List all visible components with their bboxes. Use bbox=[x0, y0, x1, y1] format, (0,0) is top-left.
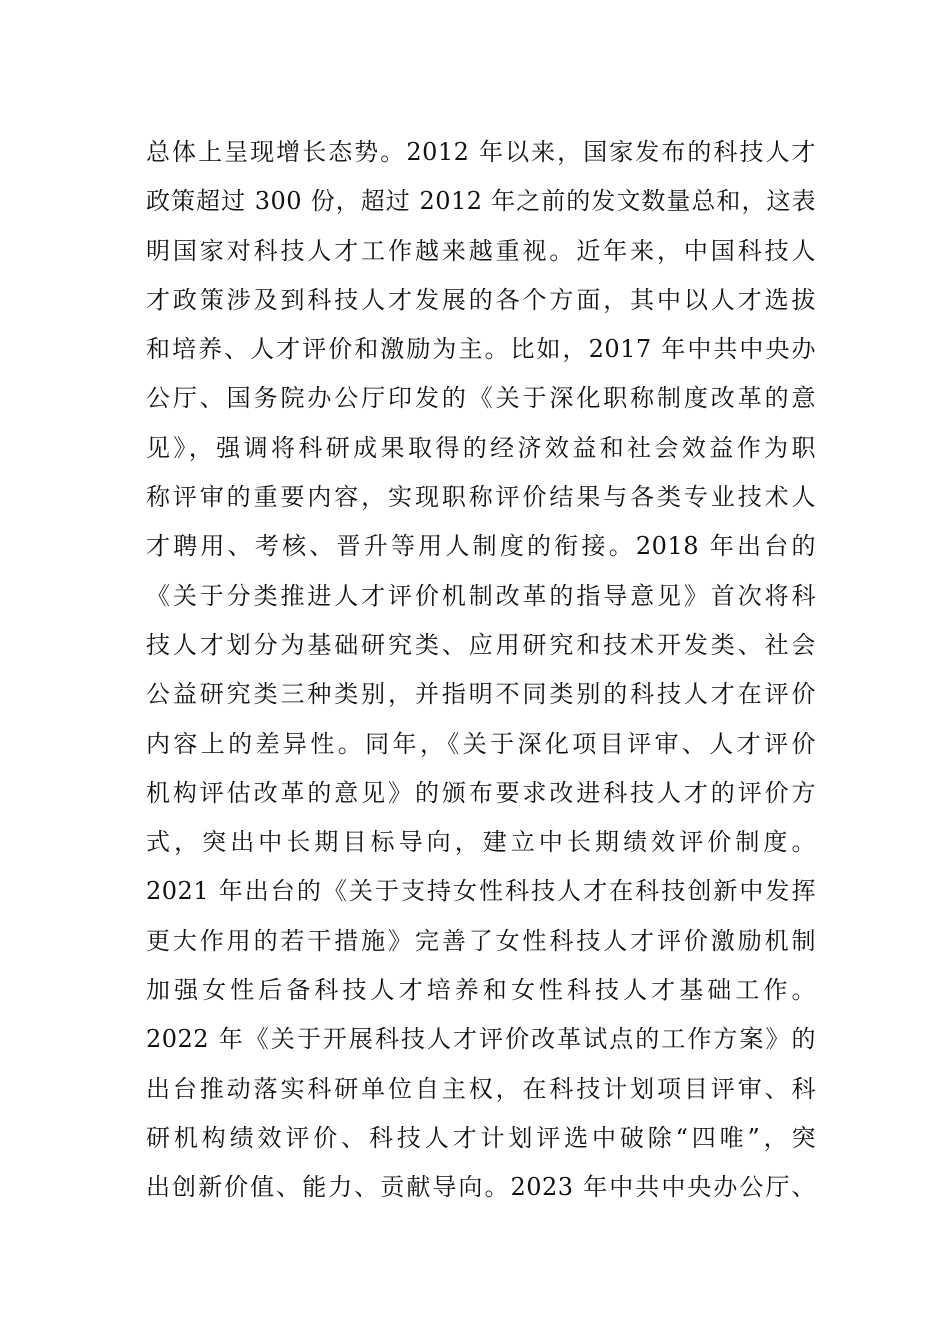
paragraph-line: 出创新价值、能力、贡献导向。2023 年中共中央办公厅、 bbox=[146, 1173, 816, 1202]
paragraph-line: 见》，强调将科研成果取得的经济效益和社会效益作为职 bbox=[146, 433, 816, 462]
paragraph-line: 才聘用、考核、晋升等用人制度的衔接。2018 年出台的 bbox=[146, 532, 816, 561]
paragraph-line: 公厅、国务院办公厅印发的《关于深化职称制度改革的意 bbox=[146, 384, 816, 413]
paragraph-line: 机构评估改革的意见》的颁布要求改进科技人才的评价方 bbox=[146, 778, 816, 807]
paragraph-line: 政策超过 300 份，超过 2012 年之前的发文数量总和，这表 bbox=[146, 187, 816, 216]
paragraph-line: 明国家对科技人才工作越来越重视。近年来，中国科技人 bbox=[146, 236, 816, 265]
paragraph-line: 技人才划分为基础研究类、应用研究和技术开发类、社会 bbox=[146, 630, 816, 659]
paragraph-line: 出台推动落实科研单位自主权，在科技计划项目评审、科 bbox=[146, 1074, 816, 1103]
paragraph-line: 公益研究类三种类别，并指明不同类别的科技人才在评价 bbox=[146, 680, 816, 709]
paragraph-line: 加强女性后备科技人才培养和女性科技人才基础工作。 bbox=[146, 976, 816, 1005]
paragraph-line: 内容上的差异性。同年，《关于深化项目评审、人才评价 bbox=[146, 729, 816, 758]
paragraph-line: 才政策涉及到科技人才发展的各个方面，其中以人才选拔 bbox=[146, 285, 816, 314]
paragraph-line: 和培养、人才评价和激励为主。比如，2017 年中共中央办 bbox=[146, 335, 816, 364]
paragraph-line: 式，突出中长期目标导向，建立中长期绩效评价制度。 bbox=[146, 828, 816, 857]
paragraph-line: 2021 年出台的《关于支持女性科技人才在科技创新中发挥 bbox=[146, 877, 816, 906]
paragraph-line: 更大作用的若干措施》完善了女性科技人才评价激励机制 bbox=[146, 926, 816, 955]
paragraph-line: 2022 年《关于开展科技人才评价改革试点的工作方案》的 bbox=[146, 1025, 816, 1054]
paragraph-line: 研机构绩效评价、科技人才计划评选中破除“四唯”，突 bbox=[146, 1123, 816, 1152]
paragraph-line: 总体上呈现增长态势。2012 年以来，国家发布的科技人才 bbox=[146, 138, 816, 166]
paragraph-line: 《关于分类推进人才评价机制改革的指导意见》首次将科 bbox=[146, 581, 816, 610]
body-paragraph bbox=[146, 128, 816, 1213]
paragraph-line: 称评审的重要内容，实现职称评价结果与各类专业技术人 bbox=[146, 483, 816, 512]
